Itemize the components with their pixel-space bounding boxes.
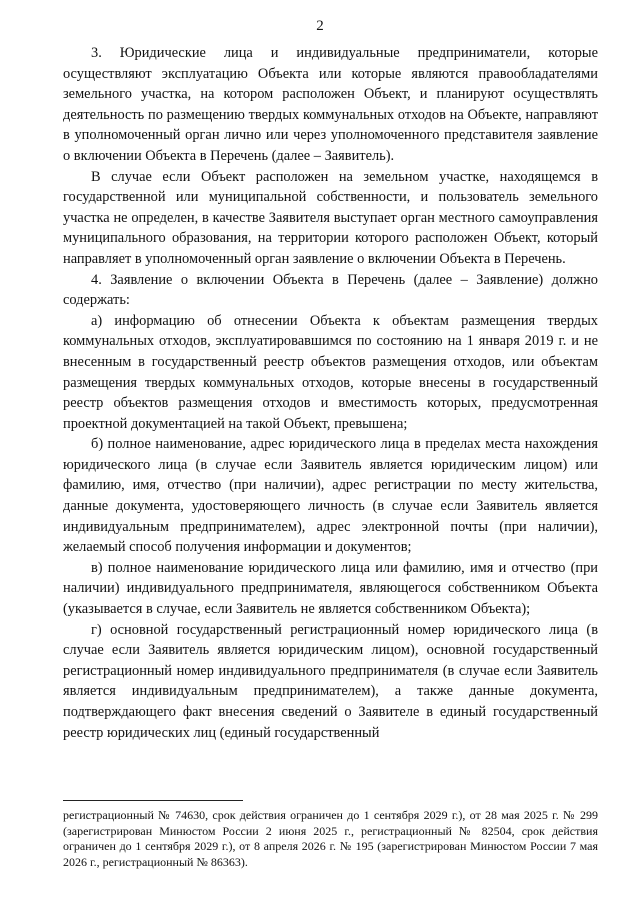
paragraph-item-4: 4. Заявление о включении Объекта в Перечень (далее – Заявление) должно содержать: xyxy=(63,271,598,309)
footnote xyxy=(63,808,598,870)
paragraph-subitem-v: в) полное наименование юридического лица или фамилию, имя и отчество (при наличии) индивидуального предпринимателя, являющегося собственником Объекта (указывается в случае, если Заявитель не является собственником Объекта); xyxy=(63,559,598,618)
page-number: 2 xyxy=(316,18,324,34)
footnote-divider xyxy=(63,800,243,801)
document-body xyxy=(63,43,598,743)
paragraph-subitem-g: г) основной государственный регистрационный номер юридического лица (в случае если Заявитель является юридическим лицом), основной государственный регистрационный номер индивидуального предпринимателя (в случае если Заявитель является индивидуальным предпринимателем), а также данные документа, подтверждающего факт внесения сведений о Заявителе в единый государственный реестр юридических лиц (единый государственный xyxy=(63,621,598,741)
paragraph-municipal-applicant: В случае если Объект расположен на земельном участке, находящемся в государственной или муниципальной собственности, и пользователь земельного участка не определен, в качестве Заявителя выступает орган местного самоуправления муниципального образования, на территории которого расположен Объект, который направляет в уполномоченный орган заявление о включении Объекта в Перечень. xyxy=(63,168,598,267)
paragraph-item-3: 3. Юридические лица и индивидуальные предприниматели, которые осуществляют эксплуатацию Объекта или которые являются правообладателями земельного участка, на котором расположен Объект, и планируют осуществлять деятельность по размещению твердых коммунальных отходов на Объекте, направляют в уполномоченный орган лично или через уполномоченного представителя заявление о включении Объекта в Перечень (далее – Заявитель). xyxy=(63,45,598,164)
footnote-text: регистрационный № 74630, срок действия ограничен до 1 сентября 2029 г.), от 28 мая 2025 г. № 299 (зарегистрирован Минюстом России 2 июня 2025 г., регистрационный № 82504, срок действия ограничен до 1 сентября 2029 г.), от 8 апреля 2026 г. № 195 (зарегистрирован Минюстом России 7 мая 2026 г., регистрационный № 86363). xyxy=(63,808,598,869)
paragraph-subitem-a: а) информацию об отнесении Объекта к объектам размещения твердых коммунальных отходов, эксплуатировавшимся по состоянию на 1 января 2019 г. и не внесенным в государственный реестр объектов размещения отходов, или объектам размещения твердых коммунальных отходов, которые внесены в государственный реестр объектов размещения отходов и вместимость которых, предусмотренная проектной документацией на такой Объект, превышена; xyxy=(63,312,598,432)
paragraph-subitem-b: б) полное наименование, адрес юридического лица в пределах места нахождения юридического лица (в случае если Заявитель является юридическим лицом) или фамилию, имя, отчество (при наличии), адрес регистрации по месту жительства, данные документа, удостоверяющего личность (в случае если Заявитель является индивидуальным предпринимателем), адрес электронной почты (при наличии), желаемый способ получения информации и документов; xyxy=(63,436,598,556)
